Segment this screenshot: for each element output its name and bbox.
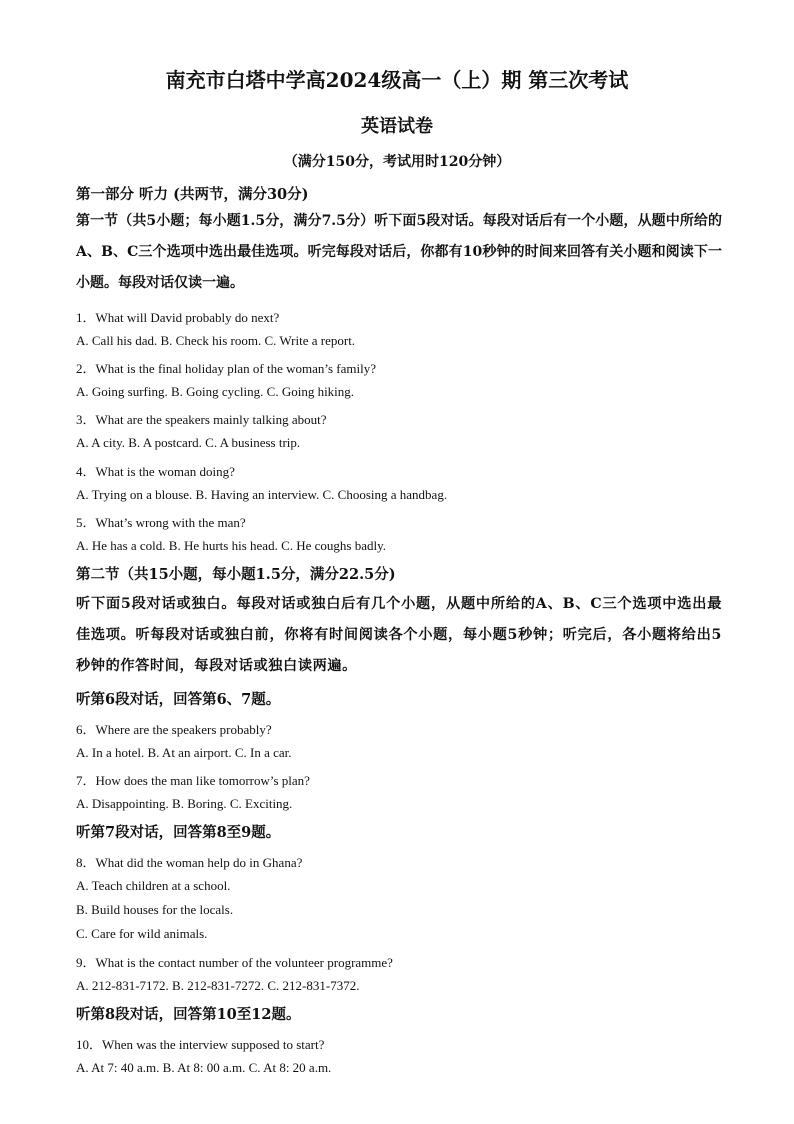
question-9: 9．What is the contact number of the volunteer programme?: [76, 955, 393, 970]
question-6-options: A. In a hotel. B. At an airport. C. In a car.: [76, 745, 292, 760]
question-7-options: A. Disappointing. B. Boring. C. Exciting.: [76, 796, 293, 811]
question-5: 5．What’s wrong with the man?: [76, 515, 246, 530]
question-6: 6．Where are the speakers probably?: [76, 722, 272, 737]
group-7-heading: 听第7段对话，回答第8至9题。: [76, 824, 281, 841]
section2-instruction: 听下面5段对话或独白。每段对话或独白后有几个小题，从题中所给的A、B、C三个选项中选出最佳选项。听每段对话或独白前，你将有时间阅读各个小题，每小题5秒钟；听完后，各小题将给出5秒钟的作答时间，每段对话或独白读两遍。: [76, 596, 722, 674]
question-9-options: A. 212-831-7172. B. 212-831-7272. C. 212-831-7372.: [76, 978, 360, 993]
question-10: 10．When was the interview supposed to start?: [76, 1037, 325, 1052]
question-8: 8．What did the woman help do in Ghana?: [76, 855, 303, 870]
part1-heading: 第一部分 听力 (共两节，满分30分): [76, 186, 309, 203]
question-3-options: A. A city. B. A postcard. C. A business trip.: [76, 435, 301, 450]
question-10-options: A. At 7: 40 a.m. B. At 8: 00 a.m. C. At 8: 20 a.m.: [76, 1060, 332, 1075]
group-6-heading: 听第6段对话，回答第6、7题。: [76, 691, 281, 708]
question-4: 4．What is the woman doing?: [76, 464, 235, 479]
group-8-heading: 听第8段对话，回答第10至12题。: [76, 1006, 301, 1023]
question-3: 3．What are the speakers mainly talking about?: [76, 412, 327, 427]
question-2-options: A. Going surfing. B. Going cycling. C. Going hiking.: [76, 384, 355, 399]
question-8-option-b: B. Build houses for the locals.: [76, 902, 234, 917]
question-7: 7．How does the man like tomorrow’s plan?: [76, 773, 310, 788]
question-8-option-c: C. Care for wild animals.: [76, 926, 208, 941]
question-2: 2．What is the final holiday plan of the woman’s family?: [76, 361, 377, 376]
question-5-options: A. He has a cold. B. He hurts his head. C. He coughs badly.: [76, 538, 387, 553]
section2-heading: 第二节（共15小题，每小题1.5分，满分22.5分): [76, 566, 396, 583]
section1-instruction: 第一节（共5小题；每小题1.5分，满分7.5分）听下面5段对话。每段对话后有一个小题，从题中所给的A、B、C三个选项中选出最佳选项。听完每段对话后，你都有10秒钟的时间来回答有关小题和阅读下一小题。每段对话仅读一遍。: [76, 213, 722, 291]
question-1-options: A. Call his dad. B. Check his room. C. Write a report.: [76, 333, 356, 348]
question-8-option-a: A. Teach children at a school.: [76, 878, 231, 893]
exam-title: 南充市白塔中学高2024级高一（上）期 第三次考试: [165, 68, 629, 92]
question-4-options: A. Trying on a blouse. B. Having an interview. C. Choosing a handbag.: [76, 487, 448, 502]
question-1: 1．What will David probably do next?: [76, 310, 280, 325]
exam-subject: 英语试卷: [361, 116, 433, 137]
exam-note: （满分150分，考试用时120分钟）: [283, 154, 511, 170]
